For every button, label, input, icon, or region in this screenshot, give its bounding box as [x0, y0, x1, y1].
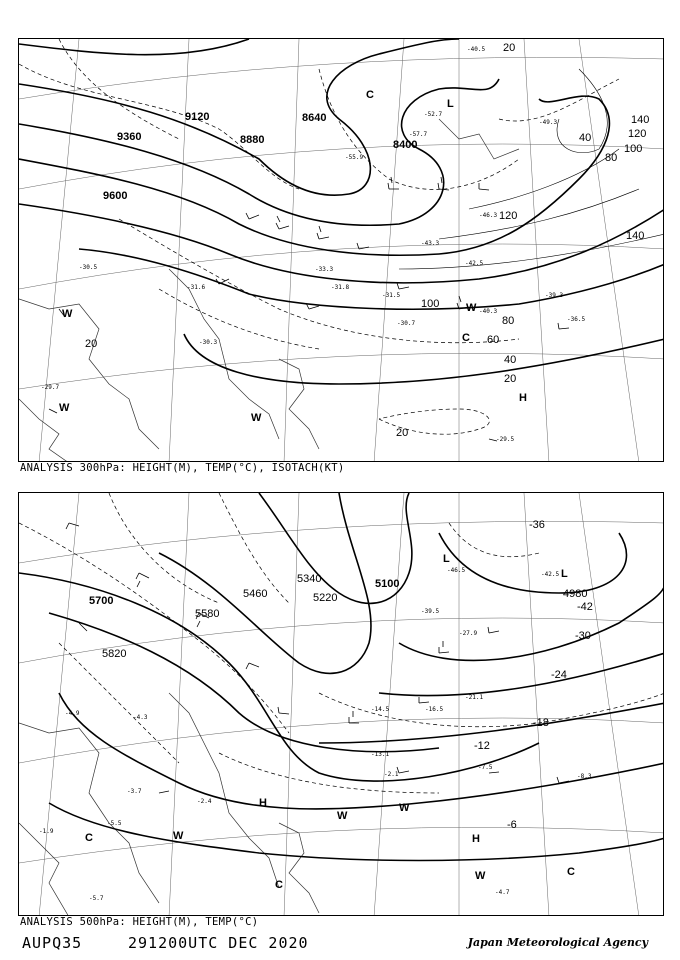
height-label-5820: 5820: [102, 648, 127, 660]
isotherm-label--30: -30: [575, 630, 591, 642]
isotach-label-80b: 80: [502, 315, 515, 327]
temp-label: -2.1: [384, 771, 399, 778]
height-label-5700: 5700: [89, 595, 114, 607]
valid-time: 291200UTC DEC 2020: [128, 934, 309, 952]
isotach-label-120b: 120: [499, 210, 518, 222]
system-cold-C: C: [567, 866, 575, 878]
chart-500hpa: [18, 492, 664, 916]
isotach-label-40: 40: [504, 354, 517, 366]
isotach-label-20b: 20: [85, 338, 98, 350]
temp-label: -39.5: [421, 608, 440, 615]
temp-label: -5.7: [89, 895, 104, 902]
temp-label: -8.3: [577, 773, 592, 780]
height-label-8640: 8640: [302, 112, 327, 124]
system-warm-W: W: [251, 412, 262, 424]
temp-label: -14.5: [371, 706, 390, 713]
isotach-label-20c: 20: [396, 427, 409, 439]
system-high-H: H: [259, 797, 267, 809]
isotherm-label--36: -36: [529, 519, 545, 531]
height-label-8880: 8880: [240, 134, 265, 146]
isotherm-label--42: -42: [577, 601, 593, 613]
system-warm-W: W: [337, 810, 348, 822]
coastline: [19, 119, 519, 462]
temp-label: -4.9: [65, 710, 80, 717]
isotherms: [19, 39, 619, 434]
isotach-label-60: 60: [487, 334, 500, 346]
height-label-5100: 5100: [375, 578, 400, 590]
isotach-label-20: 20: [504, 373, 517, 385]
temp-label: -40.5: [467, 46, 486, 53]
isotach-label-40b: 40: [579, 132, 592, 144]
chart-300hpa: [18, 38, 664, 462]
system-low-L: L: [447, 98, 454, 110]
temp-label: -49.3: [539, 119, 558, 126]
height-label-9360: 9360: [117, 131, 142, 143]
product-code: AUPQ35: [22, 934, 83, 952]
map-500hpa: [19, 493, 664, 916]
temp-label: -57.7: [409, 131, 428, 138]
system-high-H: H: [472, 833, 480, 845]
temp-label: -46.5: [447, 567, 466, 574]
temp-label: -3.7: [127, 788, 142, 795]
isotherms: [19, 493, 664, 793]
isotherm-label--6: -6: [507, 819, 517, 831]
system-warm-W: W: [475, 870, 486, 882]
isotherm-label--12: -12: [474, 740, 490, 752]
isotach-label-120: 120: [628, 128, 647, 140]
system-cold-C: C: [275, 879, 283, 891]
height-label-9120: 9120: [185, 111, 210, 123]
isotach-label-20d: 20: [503, 42, 516, 54]
temp-label: -55.9: [345, 154, 364, 161]
temp-label: -30.5: [79, 264, 98, 271]
height-label-4980: 4980: [563, 588, 588, 600]
height-label-5580: 5580: [195, 608, 220, 620]
temp-label: -42.5: [541, 571, 560, 578]
system-low-L: L: [443, 553, 450, 565]
system-low-L: L: [561, 568, 568, 580]
temp-label: -31.6: [187, 284, 206, 291]
temp-label: -46.3: [479, 212, 498, 219]
temp-label: -4.3: [133, 714, 148, 721]
temp-label: -43.3: [421, 240, 440, 247]
temp-label: -31.8: [331, 284, 350, 291]
height-label-9600: 9600: [103, 190, 128, 202]
temp-label: -42.5: [465, 260, 484, 267]
temp-label: -2.4: [197, 798, 212, 805]
height-label-5340: 5340: [297, 573, 322, 585]
temp-label: -5.5: [107, 820, 122, 827]
agency-name: Japan Meteorological Agency: [467, 936, 648, 949]
temp-label: -7.5: [478, 764, 493, 771]
system-cold-C: C: [366, 89, 374, 101]
isotherm-label--18: -18: [533, 717, 549, 729]
temp-label: -52.7: [424, 111, 443, 118]
map-300hpa: [19, 39, 664, 462]
isotach-label-140b: 140: [626, 230, 645, 242]
system-warm-W: W: [399, 802, 410, 814]
temp-label: -40.3: [479, 308, 498, 315]
system-warm-W: W: [62, 308, 73, 320]
temp-label: -33.3: [315, 266, 334, 273]
caption-300hpa: ANALYSIS 300hPa: HEIGHT(M), TEMP(°C), ISOTACH(KT): [20, 462, 345, 474]
isotach-label-140: 140: [631, 114, 650, 126]
system-warm-W: W: [173, 830, 184, 842]
system-warm-W: W: [59, 402, 70, 414]
temp-label: -39.3: [545, 292, 564, 299]
system-high-H: H: [519, 392, 527, 404]
isotach-label-80: 80: [605, 152, 618, 164]
temp-label: -36.5: [567, 316, 586, 323]
height-contours: [19, 493, 664, 861]
height-label-8400: 8400: [393, 139, 418, 151]
temp-label: -1.9: [39, 828, 54, 835]
system-cold-C: C: [85, 832, 93, 844]
height-label-5220: 5220: [313, 592, 338, 604]
temp-label: -29.7: [41, 384, 60, 391]
temp-label: -13.1: [371, 751, 390, 758]
isotach-label-100b: 100: [421, 298, 440, 310]
caption-500hpa: ANALYSIS 500hPa: HEIGHT(M), TEMP(°C): [20, 916, 259, 928]
height-label-5460: 5460: [243, 588, 268, 600]
temp-label: -16.5: [425, 706, 444, 713]
temp-label: -27.9: [459, 630, 478, 637]
wind-barbs: [66, 523, 569, 793]
isotach-label-100: 100: [624, 143, 643, 155]
temp-label: -21.1: [465, 694, 484, 701]
temp-label: -31.5: [382, 292, 401, 299]
temp-label: -29.5: [496, 436, 515, 443]
graticule: [19, 493, 664, 916]
isotherm-label--24: -24: [551, 669, 567, 681]
temp-label: -4.7: [495, 889, 510, 896]
system-warm-W: W: [466, 302, 477, 314]
temp-label: -30.3: [199, 339, 218, 346]
height-contours: [19, 39, 664, 384]
system-cold-C: C: [462, 332, 470, 344]
temp-label: -30.7: [397, 320, 416, 327]
